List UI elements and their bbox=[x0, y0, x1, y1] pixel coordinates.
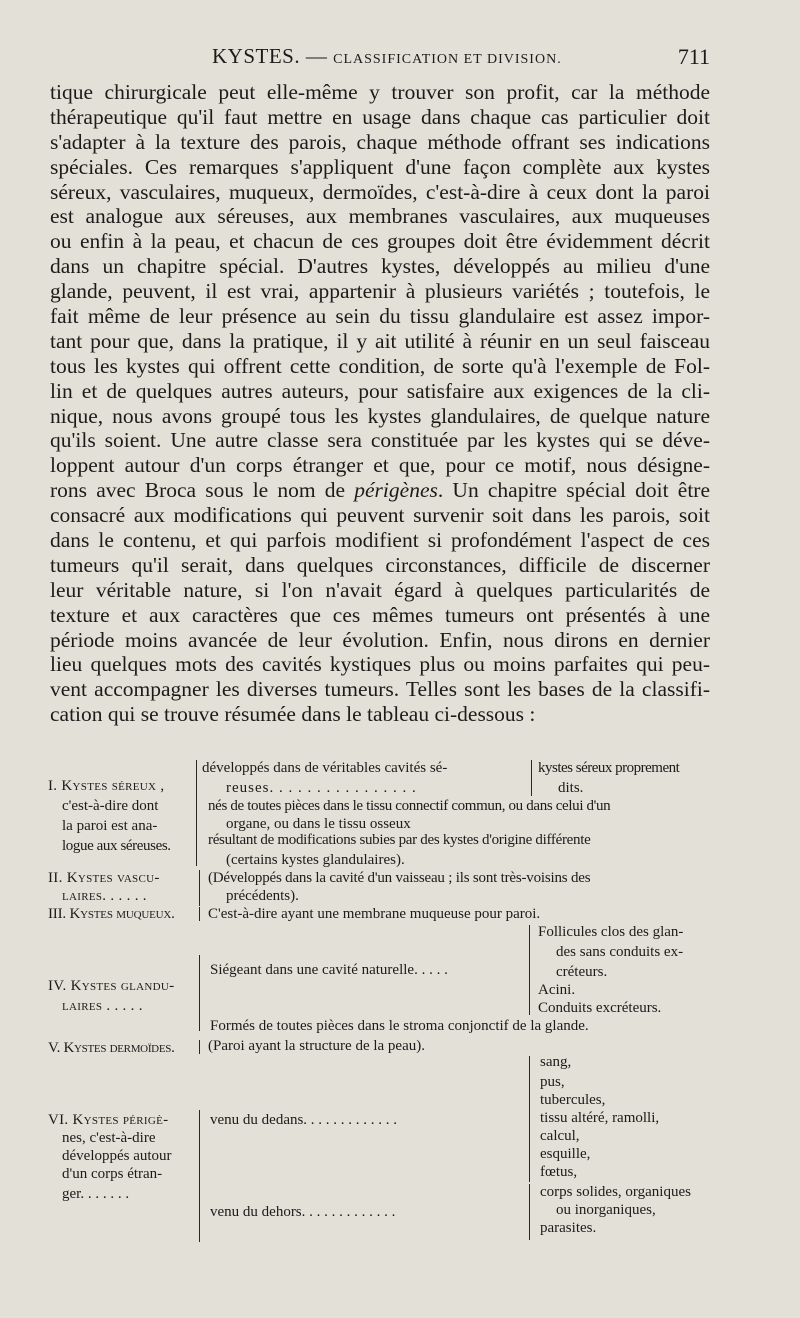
g5-label: V. Kystes dermoïdes. bbox=[48, 1040, 175, 1056]
g4-label-line: IV. Kystes glandu- bbox=[48, 978, 175, 994]
g5-text: (Paroi ayant la structure de la peau). bbox=[208, 1038, 425, 1054]
header-dash: — bbox=[305, 44, 328, 68]
g1-c1: résultant de modifications subies par des kystes d'origine différente bbox=[208, 832, 591, 848]
paragraph-line: glande, peuvent, il est vrai, appartenir à plusieurs variétés ; toutefois, le bbox=[50, 279, 710, 304]
italic-term: périgènes bbox=[354, 478, 438, 503]
g6-label-line: ger. . . . . . . bbox=[62, 1186, 130, 1202]
paragraph-line: loppent autour d'un corps étranger et que, pour ce motif, nous désigne- bbox=[50, 453, 710, 478]
g4-a-right: Conduits excréteurs. bbox=[538, 1000, 662, 1016]
g6-b-right: corps solides, organiques bbox=[540, 1184, 691, 1200]
running-header bbox=[50, 44, 710, 74]
g1-label-line: logue aux séreuses. bbox=[62, 838, 171, 854]
g2-text: (Développés dans la cavité d'un vaisseau ; ils sont très-voisins des bbox=[208, 870, 591, 886]
g6-a-right: pus, bbox=[540, 1074, 565, 1090]
paragraph-line: qu'ils soient. Une autre classe sera constituée par les kystes qui se déve- bbox=[50, 428, 710, 453]
g1-a-right: dits. bbox=[558, 780, 584, 796]
g4-b: Formés de toutes pièces dans le stroma conjonctif de la glande. bbox=[210, 1018, 589, 1034]
g6-b-right: ou inorganiques, bbox=[556, 1202, 656, 1218]
g4-a-right: des sans conduits ex- bbox=[556, 944, 684, 960]
g6-a-right: sang, bbox=[540, 1054, 572, 1070]
paragraph-line: est analogue aux séreuses, aux membranes vasculaires, aux muqueuses bbox=[50, 204, 710, 229]
paragraph-line: spéciales. Ces remarques s'appliquent d'une façon complète aux kystes bbox=[50, 154, 710, 179]
g6-label-line: nes, c'est-à-dire bbox=[62, 1130, 156, 1146]
g1-label-line: la paroi est ana- bbox=[62, 818, 158, 834]
paragraph-line: leur véritable nature, si l'on n'avait égard à quelques particularités de bbox=[50, 577, 710, 602]
g1-brace bbox=[196, 760, 197, 866]
g1-label-line: c'est-à-dire dont bbox=[62, 798, 159, 814]
g6-brace bbox=[199, 1110, 200, 1242]
g5-brace bbox=[199, 1040, 200, 1054]
g1-c2: (certains kystes glandulaires). bbox=[226, 852, 405, 868]
g4-a-right: Acini. bbox=[538, 982, 576, 998]
g1-label-line: I. Kystes séreux , bbox=[48, 778, 165, 794]
g6-a-right: esquille, bbox=[540, 1146, 591, 1162]
paragraph-line: vent accompagner les diverses tumeurs. Telles sont les bases de la classifi- bbox=[50, 677, 710, 702]
g6-a-right: fœtus, bbox=[540, 1164, 578, 1180]
paragraph-line: tant pour que, dans la pratique, il y ait utilité à réunir en un seul faisceau bbox=[50, 328, 710, 353]
g6-a-right: calcul, bbox=[540, 1128, 580, 1144]
g2-label-line: laires. . . . . . bbox=[62, 888, 147, 904]
paragraph-line: thérapeutique qu'il faut mettre en usage dans chaque cas particulier doit bbox=[50, 104, 710, 129]
header-subtitle: CLASSIFICATION ET DIVISION. bbox=[333, 52, 562, 67]
g2-text: précédents). bbox=[226, 888, 299, 904]
g4-label-line: laires . . . . . bbox=[62, 998, 143, 1014]
paragraph-line: cation qui se trouve résumée dans le tableau ci-dessous : bbox=[50, 702, 536, 727]
header-title bbox=[212, 44, 562, 69]
paragraph-line: s'adapter à la texture des parois, chaque méthode offrant ses indications bbox=[50, 129, 710, 154]
g1-b2: organe, ou dans le tissu osseux bbox=[226, 816, 411, 832]
paragraph-line: rons avec Broca sous le nom de périgènes. Un chapitre spécial doit être bbox=[50, 478, 710, 503]
page-number: 711 bbox=[677, 44, 710, 69]
g6-a-right: tissu altéré, ramolli, bbox=[540, 1110, 660, 1126]
g3-brace bbox=[199, 907, 200, 921]
paragraph-line: tique chirurgicale peut elle-même y trouver son profit, car la méthode bbox=[50, 80, 710, 104]
g4-brace bbox=[199, 955, 200, 1031]
g3-label: III. Kystes muqueux. bbox=[48, 906, 175, 922]
paragraph-line: dans un chapitre spécial. D'autres kystes, développés au milieu d'une bbox=[50, 254, 710, 279]
g6-label-line: VI. Kystes périgè- bbox=[48, 1112, 169, 1128]
g4-a-right: créteurs. bbox=[556, 964, 608, 980]
paragraph-line: lieu quelques mots des cavités kystiques plus ou moins parfaites qui peu- bbox=[50, 652, 710, 677]
paragraph-line: texture et aux caractères que ces mêmes tumeurs ont présentés à une bbox=[50, 602, 710, 627]
g1-a-right: kystes séreux proprement bbox=[538, 760, 680, 776]
paragraph-line: période moins avancée de leur évolution. Enfin, nous dirons en dernier bbox=[50, 627, 710, 652]
g1-a-brace bbox=[531, 760, 532, 796]
g2-label-line: II. Kystes vascu- bbox=[48, 870, 160, 886]
paragraph-line: consacré aux modifications qui peuvent survenir soit dans les parois, soit bbox=[50, 503, 710, 528]
g6-label-line: développés autour bbox=[62, 1148, 172, 1164]
paragraph-line: lin et de quelques autres auteurs, pour satisfaire aux exigences de la cli- bbox=[50, 378, 710, 403]
g4-a-brace bbox=[529, 925, 530, 1015]
g6-a-right: tubercules, bbox=[540, 1092, 606, 1108]
g6-a-brace bbox=[529, 1056, 530, 1182]
g3-text: C'est-à-dire ayant une membrane muqueuse pour paroi. bbox=[208, 906, 541, 922]
paragraph-line: tous les kystes qui offrent cette condition, de sorte qu'à l'exemple de Fol- bbox=[50, 353, 710, 378]
paragraph-line: séreux, vasculaires, muqueux, dermoïdes, c'est-à-dire à ceux dont la paroi bbox=[50, 179, 710, 204]
g4-a: Siégeant dans une cavité naturelle. . . . . bbox=[210, 962, 448, 978]
g4-a-right: Follicules clos des glan- bbox=[538, 924, 684, 940]
g1-a2: reuses. . . . . . . . . . . . . . . . bbox=[226, 780, 417, 796]
g1-a1: développés dans de véritables cavités sé- bbox=[202, 760, 448, 776]
paragraph-line: nique, nous avons groupé tous les kystes glandulaires, de quelque nature bbox=[50, 403, 710, 428]
g6-b-brace bbox=[529, 1184, 530, 1240]
g1-b1: nés de toutes pièces dans le tissu connectif commun, ou dans celui d'un bbox=[208, 798, 611, 814]
g6-label-line: d'un corps étran- bbox=[62, 1166, 163, 1182]
g6-a: venu du dedans. . . . . . . . . . . . . bbox=[210, 1112, 398, 1128]
paragraph-line: ou enfin à la peau, et chacun de ces groupes doit être évidemment décrit bbox=[50, 229, 710, 254]
body-paragraph bbox=[50, 80, 710, 727]
paragraph-line: tumeurs qu'il serait, dans quelques circonstances, difficile de discerner bbox=[50, 552, 710, 577]
paragraph-line: fait même de leur présence au sein du tissu glandulaire est assez impor- bbox=[50, 304, 710, 329]
g6-b-right: parasites. bbox=[540, 1220, 597, 1236]
header-title-main: KYSTES. bbox=[212, 44, 301, 68]
g6-b: venu du dehors. . . . . . . . . . . . . bbox=[210, 1204, 396, 1220]
g2-brace bbox=[199, 870, 200, 906]
paragraph-line: dans le contenu, et qui parfois modifient si profondément l'aspect de ces bbox=[50, 528, 710, 553]
